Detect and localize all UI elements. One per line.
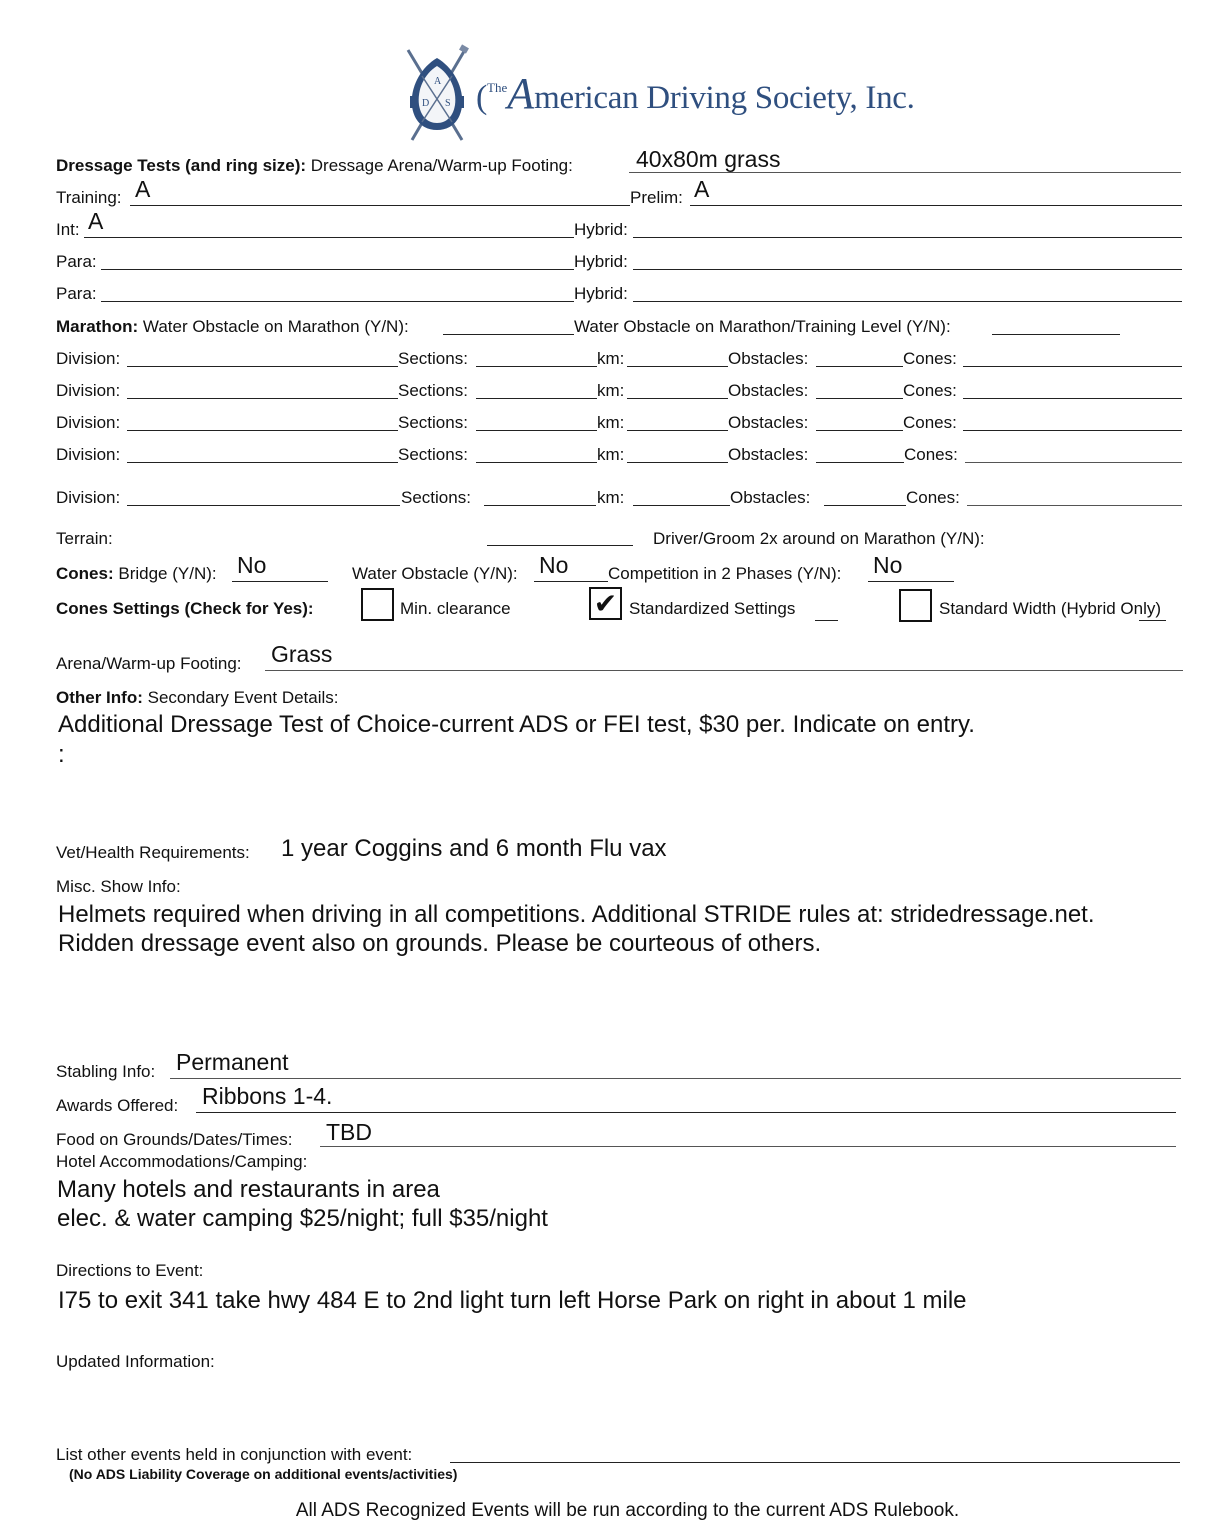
dressage-heading [56, 156, 573, 176]
min-clearance-label: Min. clearance [400, 599, 511, 618]
standardized-settings-label: Standardized Settings [629, 599, 796, 618]
cones-water-underline [534, 581, 608, 582]
phases-field[interactable]: No [873, 552, 903, 578]
misc-field-line2: Ridden dressage event also on grounds. Please be courteous of others. [58, 930, 822, 957]
awards-label: Awards Offered: [56, 1096, 179, 1115]
vet-label: Vet/Health Requirements: [56, 843, 250, 862]
misc-label: Misc. Show Info: [56, 877, 181, 896]
hotel-label: Hotel Accommodations/Camping: [56, 1152, 308, 1171]
obstacles-label: Obstacles: [728, 349, 809, 368]
rulebook-footer: All ADS Recognized Events will be run according to the current ADS Rulebook. [295, 1500, 960, 1521]
awards-field[interactable]: Ribbons 1-4. [202, 1083, 333, 1109]
updated-info-field[interactable] [56, 1376, 1182, 1436]
secondary-event-label: Secondary Event Details: [147, 688, 339, 707]
sections-field[interactable] [476, 366, 597, 367]
para-field-1[interactable] [101, 269, 574, 270]
para-hybrid-field-2[interactable] [633, 301, 1182, 302]
sections-label: Sections: [398, 445, 468, 464]
food-label: Food on Grounds/Dates/Times: [56, 1130, 293, 1149]
svg-text:S: S [445, 98, 451, 109]
division-field[interactable] [127, 430, 398, 431]
stabling-label: Stabling Info: [56, 1062, 156, 1081]
sections-field[interactable] [476, 398, 597, 399]
stabling-underline [170, 1078, 1181, 1079]
cones-label: Cones: [904, 445, 958, 464]
arena-footing-label: Arena/Warm-up Footing: [56, 654, 242, 673]
division-label: Division: [56, 445, 121, 464]
km-field[interactable] [627, 462, 728, 463]
km-field[interactable] [627, 366, 728, 367]
para-hybrid-label-2: Hybrid: [574, 284, 628, 303]
cones-water-label: Water Obstacle (Y/N): [352, 564, 518, 583]
km-label: km: [597, 488, 625, 507]
marathon-water-label: Water Obstacle on Marathon (Y/N): [142, 317, 409, 336]
checkmark-icon: ✔ [593, 587, 618, 619]
division-field[interactable] [127, 398, 398, 399]
standard-width-label: Standard Width (Hybrid Only) [939, 599, 1162, 618]
vet-field[interactable]: 1 year Coggins and 6 month Flu vax [281, 835, 667, 862]
para-hybrid-label-1: Hybrid: [574, 252, 628, 271]
int-field[interactable]: A [88, 208, 104, 234]
awards-underline [196, 1112, 1176, 1113]
other-info-label: Other Info: [56, 688, 143, 707]
obstacles-field[interactable] [816, 430, 903, 431]
para-field-2[interactable] [101, 301, 574, 302]
arena-footing-field[interactable]: Grass [271, 641, 333, 667]
dressage-footing-label: Dressage Arena/Warm-up Footing: [310, 156, 573, 175]
phases-underline [868, 581, 954, 582]
dressage-section-label: Dressage Tests (and ring size): [56, 156, 307, 175]
hotel-field-line1[interactable]: Many hotels and restaurants in area [57, 1176, 440, 1203]
para-label-1: Para: [56, 252, 97, 271]
prelim-label: Prelim: [630, 188, 683, 207]
food-underline [320, 1146, 1176, 1147]
cones-label: Cones: [903, 413, 957, 432]
secondary-event-field-line2: : [58, 741, 65, 768]
int-hybrid-label: Hybrid: [574, 220, 628, 239]
prelim-field[interactable]: A [694, 176, 710, 202]
division-field[interactable] [127, 505, 400, 506]
obstacles-label: Obstacles: [728, 445, 809, 464]
marathon-water-training-label: Water Obstacle on Marathon/Training Level (Y/N): [574, 317, 951, 336]
ads-logo [400, 44, 475, 144]
km-label: km: [597, 413, 625, 432]
marathon-heading [56, 317, 409, 337]
km-field[interactable] [633, 505, 730, 506]
sections-label: Sections: [398, 381, 468, 400]
directions-field[interactable]: I75 to exit 341 take hwy 484 E to 2nd light turn left Horse Park on right in about 1 mile [58, 1287, 967, 1314]
int-underline [84, 237, 574, 238]
cones-label: Cones: [903, 381, 957, 400]
obstacles-field[interactable] [816, 398, 903, 399]
km-field[interactable] [627, 430, 728, 431]
division-label: Division: [56, 349, 121, 368]
km-label: km: [597, 445, 625, 464]
org-name: ($^{The}$American Driving Society, Inc. [476, 69, 915, 118]
division-label: Division: [56, 381, 121, 400]
training-underline [130, 205, 630, 206]
terrain-label: Terrain: [56, 529, 113, 548]
bridge-field[interactable]: No [237, 552, 267, 578]
arena-footing-underline [265, 670, 1183, 671]
sections-field[interactable] [476, 430, 597, 431]
sections-field[interactable] [484, 505, 596, 506]
km-field[interactable] [627, 398, 728, 399]
division-label: Division: [56, 413, 121, 432]
org-the: The [487, 80, 508, 95]
standard-width-checkbox[interactable] [899, 589, 932, 622]
para-label-2: Para: [56, 284, 97, 303]
cones-label: Cones: [903, 349, 957, 368]
obstacles-field[interactable] [816, 462, 904, 463]
terrain-field[interactable] [487, 545, 633, 546]
org-initial: A [507, 69, 535, 118]
obstacles-field[interactable] [816, 366, 903, 367]
sections-label: Sections: [398, 413, 468, 432]
cones-water-field[interactable]: No [539, 552, 569, 578]
driver-groom-label: Driver/Groom 2x around on Marathon (Y/N): [653, 529, 985, 548]
sections-label: Sections: [398, 349, 468, 368]
cones-field[interactable] [963, 398, 1182, 399]
km-label: km: [597, 381, 625, 400]
svg-text:D: D [422, 98, 430, 109]
para-hybrid-field-1[interactable] [633, 269, 1182, 270]
obstacles-label: Obstacles: [730, 488, 811, 507]
liability-note: (No ADS Liability Coverage on additional events/activities) [69, 1466, 458, 1482]
standardized-settings-checkbox[interactable] [589, 587, 622, 620]
cones-settings-label: Cones Settings (Check for Yes): [56, 599, 314, 618]
ads-crest-icon [400, 44, 475, 144]
int-label: Int: [56, 220, 80, 239]
phases-label: Competition in 2 Phases (Y/N): [608, 564, 842, 583]
other-info-heading [56, 688, 339, 708]
sections-field[interactable] [476, 462, 597, 463]
conjunction-label: List other events held in conjunction with event: [56, 1445, 413, 1464]
int-hybrid-field[interactable] [633, 237, 1182, 238]
org-name-rest: merican Driving Society, Inc. [534, 80, 915, 116]
dressage-footing-field[interactable]: 40x80m grass [636, 146, 781, 172]
cones-field[interactable] [965, 462, 1182, 463]
division-field[interactable] [127, 462, 398, 463]
conjunction-field[interactable] [450, 1462, 1180, 1463]
bridge-underline [232, 581, 328, 582]
standardized-settings-underline [815, 620, 838, 621]
stabling-field[interactable]: Permanent [176, 1049, 289, 1075]
obstacles-label: Obstacles: [728, 413, 809, 432]
division-label: Division: [56, 488, 121, 507]
hotel-field-line2: elec. & water camping $25/night; full $35/night [57, 1205, 548, 1232]
cones-label: Cones: [906, 488, 960, 507]
cones-field[interactable] [967, 505, 1182, 506]
sections-label: Sections: [401, 488, 471, 507]
bridge-label: Bridge (Y/N): [118, 564, 217, 583]
secondary-event-field[interactable]: Additional Dressage Test of Choice-current ADS or FEI test, $30 per. Indicate on entry. [58, 711, 975, 738]
cones-section-label: Cones: [56, 564, 114, 583]
cones-field[interactable] [963, 366, 1182, 367]
directions-label: Directions to Event: [56, 1261, 204, 1280]
cones-field[interactable] [963, 430, 1182, 431]
training-field[interactable]: A [135, 176, 151, 202]
svg-text:A: A [434, 76, 442, 87]
marathon-water-field[interactable] [443, 334, 574, 335]
km-label: km: [597, 349, 625, 368]
min-clearance-checkbox[interactable] [361, 588, 394, 621]
updated-info-label: Updated Information: [56, 1352, 215, 1371]
prelim-underline [690, 205, 1182, 206]
only-underline [1139, 620, 1166, 621]
obstacles-label: Obstacles: [728, 381, 809, 400]
food-field[interactable]: TBD [326, 1119, 372, 1145]
division-field[interactable] [127, 366, 398, 367]
obstacles-field[interactable] [824, 505, 906, 506]
training-label: Training: [56, 188, 122, 207]
cones-heading [56, 564, 217, 584]
misc-field-line1[interactable]: Helmets required when driving in all competitions. Additional STRIDE rules at: stridedressage.net. [58, 901, 1095, 928]
marathon-section-label: Marathon: [56, 317, 139, 336]
marathon-water-training-field[interactable] [992, 334, 1120, 335]
